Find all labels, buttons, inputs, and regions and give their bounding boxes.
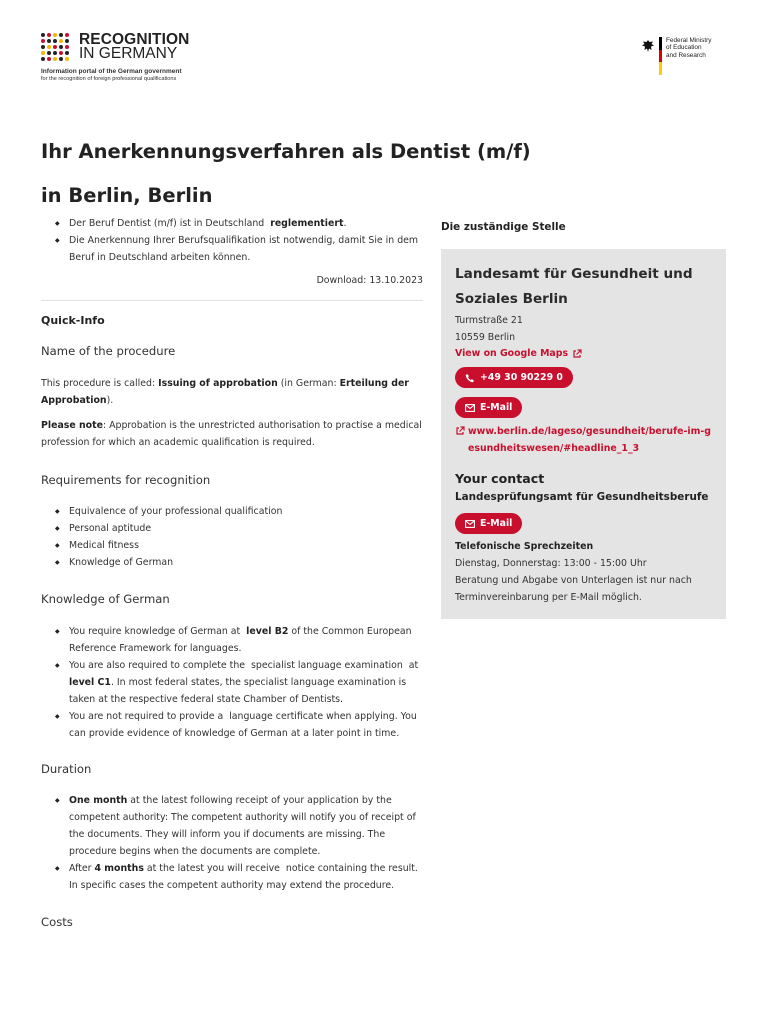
logo-dot — [59, 45, 63, 49]
intro-list — [41, 215, 425, 266]
note-text: : Approbation is the unrestricted authorisation to practise a medical profession for which an academic qualification is required. — [41, 420, 422, 448]
duration-text: at the latest following receipt of your application by the competent authority: The competent authority will notify you of receipt of the documents. They will inform you if documents are missing. The procedure begins when the documents are complete. — [69, 795, 416, 857]
ministry-logo[interactable] — [600, 30, 726, 80]
german-text: at — [408, 660, 419, 671]
duration-text: After — [69, 863, 92, 874]
logo-dot — [47, 33, 51, 37]
german-flag-stripe — [659, 37, 662, 75]
authority-name: Landesamt für Gesundheit und Soziales Berlin — [455, 266, 693, 307]
logo-dot — [41, 57, 45, 61]
quick-info-heading: Quick-Info — [41, 314, 105, 327]
logo-dot — [53, 51, 57, 55]
procedure-name-text — [41, 375, 423, 409]
german-text: of the Common European Reference Framework for languages. — [69, 626, 412, 654]
website-link[interactable] — [455, 423, 715, 457]
logo-dot — [41, 51, 45, 55]
called-prefix: This procedure is called: — [41, 378, 156, 389]
logo-dots-icon — [41, 33, 71, 61]
contact-heading: Your contact — [455, 471, 545, 486]
federal-eagle-icon — [640, 38, 656, 54]
note-label: Please note — [41, 420, 103, 431]
logo-dot — [41, 33, 45, 37]
german-heading: Knowledge of German — [41, 592, 170, 606]
authority-city: 10559 Berlin — [455, 332, 516, 343]
envelope-icon — [465, 404, 475, 412]
german-text: You are not required to provide a — [69, 711, 224, 722]
requirement-item: ◆ Medical fitness — [41, 537, 425, 554]
logo-dot — [65, 39, 69, 43]
ministry-name — [666, 37, 711, 59]
logo-dot — [47, 57, 51, 61]
website-url: www.berlin.de/lageso/gesundheit/berufe-im-gesundheitswesen/#headline_1_3 — [468, 426, 711, 454]
german-text: You are also required to complete the — [69, 660, 246, 671]
german-item-certificate — [41, 708, 425, 742]
external-link-icon — [455, 423, 465, 457]
costs-heading: Costs — [41, 915, 73, 929]
logo-dot — [53, 45, 57, 49]
german-text: You require knowledge of German at — [69, 626, 241, 637]
page-title-line-2: in Berlin, Berlin — [41, 184, 213, 207]
called-end: ). — [106, 395, 114, 406]
email-label: E-Mail — [480, 402, 513, 413]
logo-dot — [59, 51, 63, 55]
duration-item-one-month — [41, 792, 425, 860]
specialist-exam-link[interactable]: specialist language examination — [251, 660, 403, 671]
level-b2: level B2 — [246, 626, 289, 637]
duration-list — [41, 792, 425, 894]
intro-end: . — [343, 218, 347, 229]
german-item-b2 — [41, 623, 425, 657]
called-mid: (in German: — [280, 378, 337, 389]
logo-dot — [59, 39, 63, 43]
requirement-item: ◆ Knowledge of German — [41, 554, 425, 571]
logo-dot — [53, 57, 57, 61]
contact-email-button[interactable] — [455, 513, 522, 534]
logo-dot — [53, 33, 57, 37]
google-maps-link[interactable] — [455, 348, 582, 359]
logo-subtitle: Information portal of the German government — [41, 68, 182, 75]
duration-text: notice containing the result. In specific cases the competent authority may extend the procedure. — [69, 863, 418, 891]
language-certificate-link[interactable]: language certificate — [229, 711, 324, 722]
ministry-line-3: and Research — [666, 51, 706, 59]
logo-line1: RECOGNITION — [79, 31, 190, 48]
requirement-item: ◆ Equivalence of your professional qualification — [41, 503, 425, 520]
download-date[interactable]: Download: 13.10.2023 — [316, 275, 423, 286]
ministry-line-2: of Education — [666, 44, 702, 52]
logo-dot — [65, 51, 69, 55]
logo-dot — [59, 57, 63, 61]
logo-dot — [41, 39, 45, 43]
duration-text: at the latest you will receive — [146, 863, 280, 874]
intro-item-regulated — [41, 215, 425, 232]
please-note-text — [41, 417, 423, 451]
logo-dot — [59, 33, 63, 37]
phone-icon — [465, 373, 475, 383]
intro-text: Der Beruf Dentist (m/f) ist in Deutschland — [69, 218, 265, 229]
logo-line2: IN GERMANY — [79, 45, 178, 62]
ministry-line-1: Federal Ministry — [666, 37, 712, 44]
page-title-line-1: Ihr Anerkennungsverfahren als Dentist (m/f) — [41, 140, 531, 163]
phone-number: +49 30 90229 0 — [480, 372, 563, 383]
requirements-list — [41, 503, 425, 571]
regulated-link[interactable]: reglementiert — [270, 218, 344, 229]
requirement-item: ◆ Personal aptitude — [41, 520, 425, 537]
page-title — [41, 130, 541, 218]
logo-dot — [47, 51, 51, 55]
responsible-authority-label: Die zuständige Stelle — [441, 221, 566, 233]
phone-button[interactable] — [455, 367, 573, 388]
phone-hours: Dienstag, Donnerstag: 13:00 - 15:00 Uhr — [455, 558, 647, 569]
german-text: . In most federal states, the specialist language examination is taken at the respective federal state Chamber of Dentists. — [69, 677, 407, 705]
authority-card — [441, 249, 726, 619]
email-button[interactable] — [455, 397, 522, 418]
envelope-icon — [465, 520, 475, 528]
divider — [41, 300, 423, 301]
logo-dot — [65, 45, 69, 49]
hours-note: Beratung und Abgabe von Unterlagen ist nur nach Terminvereinbarung per E-Mail möglich. — [455, 575, 692, 603]
procedure-heading: Name of the procedure — [41, 344, 176, 358]
duration-one-month: One month — [69, 795, 128, 806]
logo-subtitle-2: for the recognition of foreign professional qualifications — [41, 76, 177, 82]
procedure-name-german: Erteilung der Approbation — [41, 378, 409, 406]
requirements-heading: Requirements for recognition — [41, 473, 211, 487]
authority-street: Turmstraße 21 — [455, 315, 523, 326]
duration-item-four-months — [41, 860, 425, 894]
contact-email-label: E-Mail — [480, 518, 513, 529]
german-text: when applying. You can provide evidence of knowledge of German at a later point in time. — [69, 711, 417, 739]
external-link-icon — [572, 349, 582, 359]
logo-dot — [41, 45, 45, 49]
logo-dot — [47, 45, 51, 49]
logo-dot — [53, 39, 57, 43]
phone-hours-heading: Telefonische Sprechzeiten — [455, 541, 594, 552]
logo-dot — [65, 57, 69, 61]
logo-dot — [65, 33, 69, 37]
google-maps-label: View on Google Maps — [455, 348, 569, 359]
german-list — [41, 623, 425, 742]
intro-item-recognition: ◆ Die Anerkennung Ihrer Berufsqualifikation ist notwendig, damit Sie in dem Beruf in Deutschland arbeiten können. — [41, 232, 425, 266]
german-item-c1 — [41, 657, 425, 708]
duration-four-months: 4 months — [94, 863, 144, 874]
contact-name: Landesprüfungsamt für Gesundheitsberufe — [455, 491, 709, 503]
duration-heading: Duration — [41, 762, 92, 776]
logo-dot — [47, 39, 51, 43]
level-c1: level C1 — [69, 677, 111, 688]
procedure-name: Issuing of approbation — [158, 378, 278, 389]
recognition-in-germany-logo[interactable] — [41, 32, 211, 88]
